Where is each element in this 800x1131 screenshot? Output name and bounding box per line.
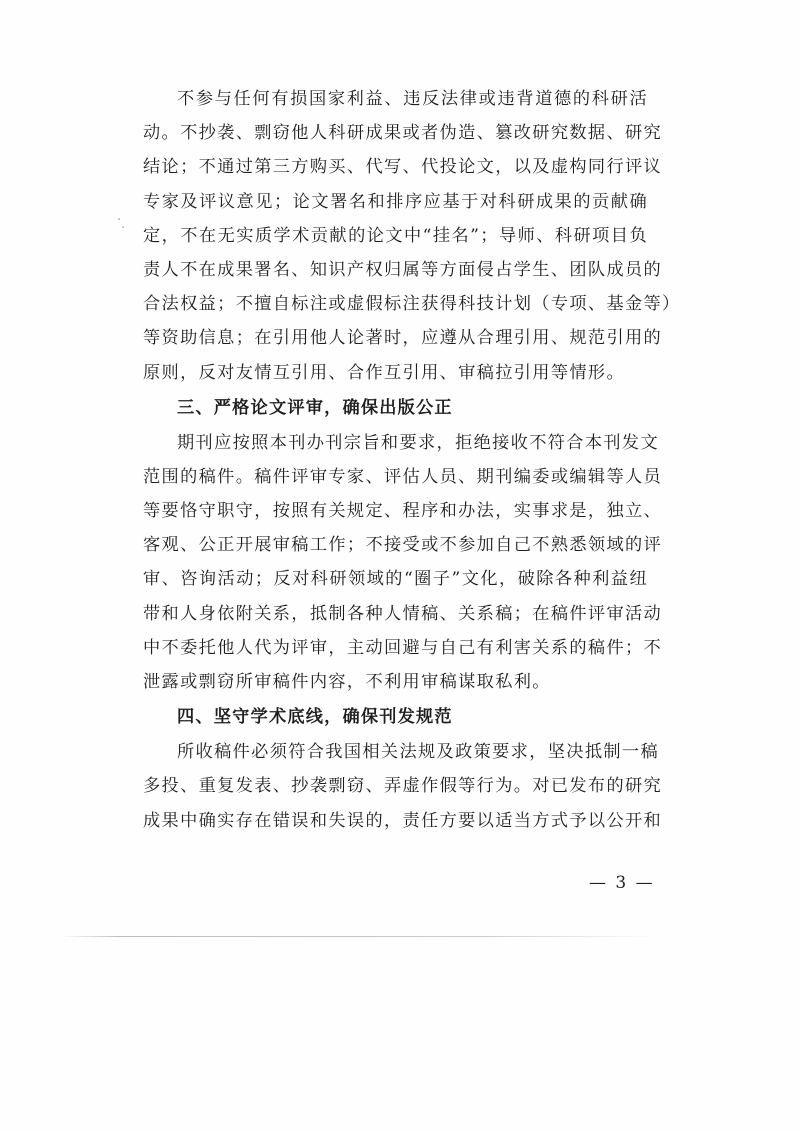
section-heading: 四、坚守学术底线，确保刊发规范 <box>177 707 453 728</box>
paragraph-line: 定，不在无实质学术贡献的论文中“挂名”；导师、科研项目负 <box>143 225 648 246</box>
paragraph-line: 期刊应按照本刊办刊宗旨和要求，拒绝接收不符合本刊发文 <box>177 432 659 453</box>
scan-speck <box>118 218 120 220</box>
paragraph-line: 责人不在成果署名、知识产权归属等方面侵占学生、团队成员的 <box>143 259 663 280</box>
paragraph-line: 不参与任何有损国家利益、违反法律或违背道德的科研活 <box>177 89 648 109</box>
paragraph-line: 动。不抄袭、剽窃他人科研成果或者伪造、篡改研究数据、研究 <box>143 123 663 144</box>
paragraph-line: 原则，反对友情互引用、合作互引用、审稿拉引用等情形。 <box>143 362 625 383</box>
paragraph-line: 多投、重复发表、抄袭剽窃、弄虚作假等行为。对已发布的研究 <box>143 776 663 797</box>
paragraph-line: 中不委托他人代为评审，主动回避与自己有利害关系的稿件；不 <box>143 637 663 658</box>
paragraph-line: 范围的稿件。稿件评审专家、评估人员、期刊编委或编辑等人员 <box>143 466 663 487</box>
paragraph-line: 所收稿件必须符合我国相关法规及政策要求，坚决抵制一稿 <box>177 742 659 763</box>
paragraph <box>143 735 663 838</box>
paragraph-line: 专家及评议意见；论文署名和排序应基于对科研成果的贡献确 <box>143 191 648 212</box>
page-edge-divider <box>60 936 658 937</box>
paragraph-line: 泄露或剽窃所审稿件内容，不利用审稿谋取私利。 <box>143 672 551 692</box>
paragraph-line: 等资助信息；在引用他人论著时，应遵从合理引用、规范引用的 <box>143 328 663 349</box>
paragraph <box>143 82 681 390</box>
paragraph-line: 带和人身依附关系，抵制各种人情稿、关系稿；在稿件评审活动 <box>143 603 663 624</box>
section-heading: 三、严格论文评审，确保出版公正 <box>177 397 453 418</box>
paragraph-line: 等要恪守职守，按照有关规定、程序和办法，实事求是，独立、 <box>143 501 663 522</box>
paragraph-line: 成果中确实存在错误和失误的，责任方要以适当方式予以公开和 <box>143 810 663 831</box>
paragraph-line: 客观、公正开展审稿工作；不接受或不参加自己不熟悉领域的评 <box>143 535 663 556</box>
paragraph-line: 审、咨询活动；反对科研领域的“圈子”文化，破除各种利益纽 <box>143 569 648 590</box>
scan-speck <box>122 226 124 228</box>
paragraph-line: 合法权益；不擅自标注或虚假标注获得科技计划（专项、基金等） <box>143 294 681 315</box>
paragraph <box>143 426 663 700</box>
page-number: — 3 — <box>589 873 655 893</box>
paragraph-line: 结论；不通过第三方购买、代写、代投论文，以及虚构同行评议 <box>143 157 663 178</box>
document-body <box>143 82 681 838</box>
